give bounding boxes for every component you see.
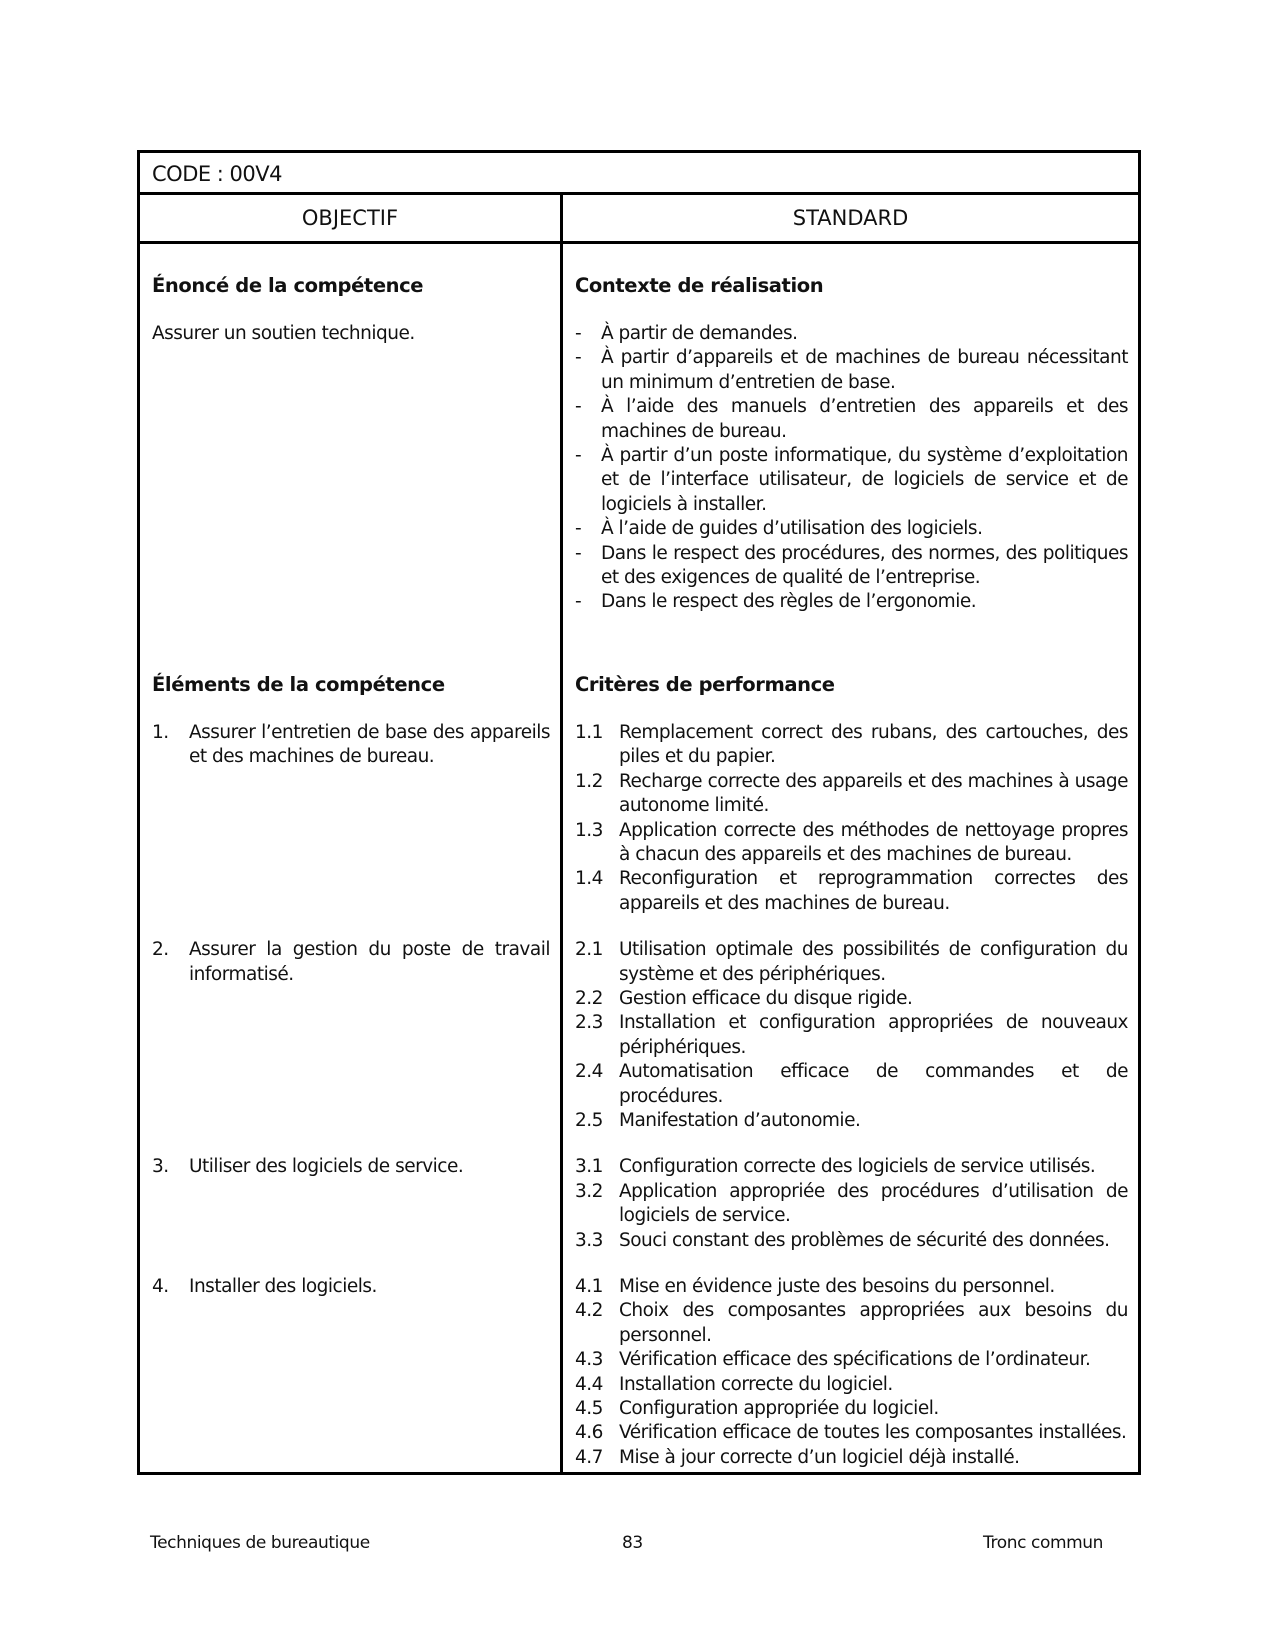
element-group [140, 938, 1138, 1155]
criterion-number: 1.3 [575, 819, 603, 841]
criterion-number: 1.4 [575, 868, 603, 890]
criterion-text: Utilisation optimale des possibilités de configuration du système et des périphériques. [619, 939, 1128, 985]
criterion-number: 4.5 [575, 1398, 603, 1420]
criterion-item [575, 1275, 1128, 1299]
element-text: Assurer l’entretien de base des appareils et des machines de bureau. [189, 721, 550, 768]
bullet-dash: - [575, 591, 582, 613]
contexte-list [575, 322, 1128, 643]
contexte-item-text: Dans le respect des règles de l’ergonomie. [601, 591, 977, 613]
element-group [140, 1275, 1138, 1472]
contexte-item [575, 395, 1128, 444]
element-group [140, 1155, 1138, 1275]
element-number: 1. [152, 721, 169, 743]
criterion-item [575, 1011, 1128, 1060]
criterion-number: 4.6 [575, 1422, 603, 1444]
elements-list [140, 721, 1138, 1472]
contexte-item-text: À l’aide de guides d’utilisation des logiciels. [601, 518, 983, 540]
criterion-item [575, 1299, 1128, 1348]
criterion-number: 4.3 [575, 1349, 603, 1371]
criterion-text: Mise à jour correcte d’un logiciel déjà installé. [619, 1446, 1020, 1468]
criterion-item [575, 1180, 1128, 1229]
contexte-item [575, 444, 1128, 517]
contexte-item-text: À partir de demandes. [601, 323, 798, 344]
header-row [140, 195, 1138, 244]
contexte-item [575, 322, 1128, 346]
elements-title: Éléments de la compétence [152, 672, 445, 696]
criterion-item [575, 867, 1128, 916]
contexte-title: Contexte de réalisation [575, 274, 824, 297]
contexte-item-text: À partir d’appareils et de machines de bureau nécessitant un minimum d’entretien de base. [601, 347, 1128, 393]
criterion-number: 2.3 [575, 1012, 603, 1034]
criterion-number: 2.5 [575, 1109, 603, 1131]
criterion-item [575, 721, 1128, 770]
criterion-text: Manifestation d’autonomie. [619, 1109, 861, 1131]
criterion-number: 3.2 [575, 1180, 603, 1202]
enonce-text: Assurer un soutien technique. [152, 323, 415, 344]
criterion-text: Configuration appropriée du logiciel. [619, 1398, 939, 1420]
criterion-number: 4.4 [575, 1373, 603, 1395]
criterion-item [575, 1446, 1128, 1470]
criterion-number: 4.1 [575, 1276, 603, 1297]
contexte-item-text: À l’aide des manuels d’entretien des appareils et des machines de bureau. [601, 396, 1128, 442]
criterion-number: 2.2 [575, 987, 603, 1009]
criterion-text: Gestion efficace du disque rigide. [619, 987, 913, 1009]
criterion-item [575, 1109, 1128, 1133]
page-number: 83 [622, 1533, 643, 1553]
contexte-item-text: Dans le respect des procédures, des normes, des politiques et des exigences de qualité de l’entreprise. [601, 542, 1128, 589]
criterion-number: 3.1 [575, 1156, 603, 1178]
bullet-dash: - [575, 542, 582, 564]
criterion-item [575, 987, 1128, 1011]
criterion-item [575, 938, 1128, 987]
bullet-dash: - [575, 445, 582, 467]
element-text: Assurer la gestion du poste de travail informatisé. [189, 939, 550, 985]
criterion-item [575, 1373, 1128, 1397]
element-number: 3. [152, 1156, 169, 1178]
criterion-text: Remplacement correct des rubans, des cartouches, des piles et du papier. [619, 721, 1128, 768]
header-objectif: OBJECTIF [140, 195, 563, 241]
contexte-item [575, 542, 1128, 591]
criterion-text: Installation correcte du logiciel. [619, 1373, 893, 1395]
element-group [140, 721, 1138, 938]
contexte-item [575, 346, 1128, 395]
bullet-dash: - [575, 347, 582, 369]
criterion-item [575, 1229, 1128, 1253]
criterion-number: 4.7 [575, 1446, 603, 1468]
element-item [152, 938, 550, 987]
criterion-item [575, 770, 1128, 819]
criterion-number: 1.1 [575, 721, 603, 743]
criterion-text: Configuration correcte des logiciels de service utilisés. [619, 1156, 1096, 1178]
footer-right: Tronc commun [983, 1533, 1104, 1553]
criterion-item [575, 1397, 1128, 1421]
element-item [152, 721, 550, 770]
criterion-number: 4.2 [575, 1300, 603, 1322]
criterion-number: 1.2 [575, 770, 603, 792]
enonce-title: Énoncé de la compétence [152, 274, 424, 297]
criterion-text: Souci constant des problèmes de sécurité des données. [619, 1229, 1110, 1251]
header-standard: STANDARD [792, 206, 909, 230]
criterion-number: 2.1 [575, 939, 603, 961]
criterion-text: Vérification efficace de toutes les composantes installées. [619, 1422, 1127, 1444]
element-item [152, 1155, 550, 1179]
criterion-item [575, 1060, 1128, 1109]
bullet-dash: - [575, 518, 582, 540]
criterion-item [575, 1421, 1128, 1445]
contexte-item [575, 517, 1128, 541]
competency-table [137, 150, 1141, 1475]
criterion-text: Reconfiguration et reprogrammation correctes des appareils et des machines de bureau. [619, 868, 1128, 914]
criterion-item [575, 1348, 1128, 1372]
criterion-text: Application correcte des méthodes de nettoyage propres à chacun des appareils et des machines de bureau. [619, 819, 1128, 865]
code-label: CODE : 00V4 [140, 153, 1138, 195]
criterion-text: Recharge correcte des appareils et des machines à usage autonome limité. [619, 770, 1128, 817]
criterion-text: Installation et configuration appropriées de nouveaux périphériques. [619, 1012, 1128, 1058]
criterion-text: Vérification efficace des spécifications de l’ordinateur. [619, 1349, 1091, 1371]
criteres-title: Critères de performance [575, 672, 835, 696]
element-text: Utiliser des logiciels de service. [189, 1156, 464, 1178]
criterion-number: 2.4 [575, 1061, 603, 1083]
bullet-dash: - [575, 396, 582, 418]
contexte-item [575, 590, 1128, 614]
criterion-text: Choix des composantes appropriées aux besoins du personnel. [619, 1300, 1128, 1346]
criterion-number: 3.3 [575, 1229, 603, 1251]
element-item [152, 1275, 550, 1299]
criterion-text: Mise en évidence juste des besoins du personnel. [619, 1276, 1055, 1297]
element-number: 2. [152, 939, 169, 961]
criterion-item [575, 819, 1128, 868]
contexte-item-text: À partir d’un poste informatique, du système d’exploitation et de l’interface utilisateur, de logiciels de service et de logiciels à installer. [601, 445, 1128, 515]
criterion-item [575, 1155, 1128, 1179]
element-number: 4. [152, 1276, 169, 1297]
footer-left: Techniques de bureautique [150, 1533, 370, 1553]
bullet-dash: - [575, 323, 582, 344]
criterion-text: Application appropriée des procédures d’utilisation de logiciels de service. [619, 1180, 1128, 1227]
elements-title-row [140, 643, 1138, 721]
criterion-text: Automatisation efficace de commandes et de procédures. [619, 1061, 1128, 1107]
element-text: Installer des logiciels. [189, 1276, 377, 1297]
enonce-row [140, 244, 1138, 643]
